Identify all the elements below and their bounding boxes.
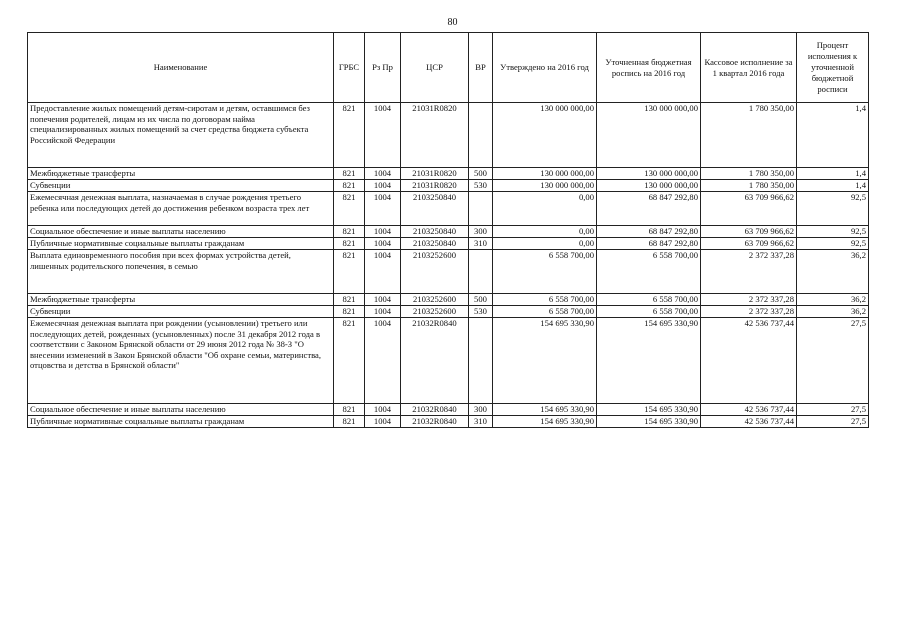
cell-grbs: 821 — [334, 168, 365, 180]
cell-refined: 130 000 000,00 — [597, 168, 701, 180]
cell-refined: 6 558 700,00 — [597, 294, 701, 306]
cell-name: Публичные нормативные социальные выплаты гражданам — [28, 238, 334, 250]
cell-vr: 530 — [469, 306, 493, 318]
cell-name: Ежемесячная денежная выплата, назначаемая в случае рождения третьего ребенка или последующих детей до достижения ребенком возраста трех лет — [28, 192, 334, 226]
table-row — [28, 318, 869, 404]
cell-percent: 92,5 — [797, 238, 869, 250]
cell-approved: 6 558 700,00 — [493, 294, 597, 306]
table-row — [28, 416, 869, 428]
cell-csr: 2103250840 — [401, 226, 469, 238]
cell-csr: 2103252600 — [401, 306, 469, 318]
cell-grbs: 821 — [334, 306, 365, 318]
cell-refined: 130 000 000,00 — [597, 103, 701, 168]
table-row — [28, 404, 869, 416]
cell-grbs: 821 — [334, 404, 365, 416]
cell-cash: 1 780 350,00 — [701, 103, 797, 168]
cell-cash: 42 536 737,44 — [701, 318, 797, 404]
cell-grbs: 821 — [334, 192, 365, 226]
cell-csr: 2103250840 — [401, 238, 469, 250]
cell-refined: 6 558 700,00 — [597, 306, 701, 318]
cell-approved: 154 695 330,90 — [493, 416, 597, 428]
cell-refined: 130 000 000,00 — [597, 180, 701, 192]
cell-grbs: 821 — [334, 180, 365, 192]
cell-approved: 130 000 000,00 — [493, 168, 597, 180]
cell-vr — [469, 192, 493, 226]
cell-cash: 63 709 966,62 — [701, 238, 797, 250]
cell-refined: 68 847 292,80 — [597, 238, 701, 250]
cell-refined: 68 847 292,80 — [597, 226, 701, 238]
cell-approved: 154 695 330,90 — [493, 318, 597, 404]
cell-rzpr: 1004 — [365, 192, 401, 226]
cell-vr: 300 — [469, 404, 493, 416]
cell-rzpr: 1004 — [365, 180, 401, 192]
header-rzpr: Рз Пр — [365, 33, 401, 103]
cell-cash: 2 372 337,28 — [701, 294, 797, 306]
table-row — [28, 168, 869, 180]
cell-name: Ежемесячная денежная выплата при рождении (усыновлении) третьего или последующих детей, рожденных (усыновленных) после 31 декабря 2012 года в соответствии с Законом Брянской области от 29 июня 2012 года № 38-З "О внесении изменений в Закон Брянской области "Об охране семьи, материнства, отцовства и детства в Брянской области" — [28, 318, 334, 404]
header-cash: Кассовое исполнение за 1 квартал 2016 года — [701, 33, 797, 103]
cell-cash: 2 372 337,28 — [701, 250, 797, 294]
cell-percent: 27,5 — [797, 404, 869, 416]
table-row — [28, 238, 869, 250]
cell-csr: 21031R0820 — [401, 103, 469, 168]
table-row — [28, 103, 869, 168]
header-csr: ЦСР — [401, 33, 469, 103]
cell-vr: 310 — [469, 416, 493, 428]
cell-percent: 27,5 — [797, 318, 869, 404]
cell-rzpr: 1004 — [365, 168, 401, 180]
cell-csr: 2103252600 — [401, 294, 469, 306]
cell-approved: 130 000 000,00 — [493, 103, 597, 168]
header-grbs: ГРБС — [334, 33, 365, 103]
cell-csr: 2103250840 — [401, 192, 469, 226]
cell-name: Социальное обеспечение и иные выплаты населению — [28, 226, 334, 238]
cell-vr: 530 — [469, 180, 493, 192]
cell-name: Субвенции — [28, 180, 334, 192]
table-row — [28, 192, 869, 226]
table-row — [28, 226, 869, 238]
cell-rzpr: 1004 — [365, 226, 401, 238]
cell-rzpr: 1004 — [365, 416, 401, 428]
cell-percent: 36,2 — [797, 294, 869, 306]
header-approved: Утверждено на 2016 год — [493, 33, 597, 103]
cell-percent: 27,5 — [797, 416, 869, 428]
cell-approved: 0,00 — [493, 238, 597, 250]
page-number: 80 — [447, 17, 458, 28]
table-row — [28, 180, 869, 192]
cell-cash: 1 780 350,00 — [701, 168, 797, 180]
cell-grbs: 821 — [334, 250, 365, 294]
cell-approved: 6 558 700,00 — [493, 306, 597, 318]
cell-rzpr: 1004 — [365, 103, 401, 168]
cell-name: Субвенции — [28, 306, 334, 318]
cell-refined: 154 695 330,90 — [597, 318, 701, 404]
cell-rzpr: 1004 — [365, 250, 401, 294]
cell-percent: 92,5 — [797, 192, 869, 226]
budget-table — [27, 32, 869, 428]
cell-percent: 1,4 — [797, 103, 869, 168]
header-name: Наименование — [28, 33, 334, 103]
cell-vr — [469, 250, 493, 294]
cell-cash: 63 709 966,62 — [701, 192, 797, 226]
cell-vr — [469, 103, 493, 168]
cell-vr: 500 — [469, 294, 493, 306]
table-row — [28, 294, 869, 306]
cell-approved: 154 695 330,90 — [493, 404, 597, 416]
cell-csr: 21031R0820 — [401, 168, 469, 180]
cell-percent: 36,2 — [797, 250, 869, 294]
cell-name: Социальное обеспечение и иные выплаты населению — [28, 404, 334, 416]
cell-name: Предоставление жилых помещений детям-сиротам и детям, оставшимся без попечения родителей, лицам из их числа по договорам найма специализированных жилых помещений за счет средства бюджета субъекта Российской Федерации — [28, 103, 334, 168]
cell-percent: 36,2 — [797, 306, 869, 318]
cell-approved: 6 558 700,00 — [493, 250, 597, 294]
table-body — [28, 103, 869, 428]
cell-csr: 21031R0820 — [401, 180, 469, 192]
cell-rzpr: 1004 — [365, 404, 401, 416]
cell-refined: 154 695 330,90 — [597, 404, 701, 416]
cell-percent: 1,4 — [797, 180, 869, 192]
cell-grbs: 821 — [334, 226, 365, 238]
cell-vr — [469, 318, 493, 404]
cell-grbs: 821 — [334, 238, 365, 250]
cell-approved: 0,00 — [493, 192, 597, 226]
cell-grbs: 821 — [334, 103, 365, 168]
cell-vr: 300 — [469, 226, 493, 238]
cell-approved: 130 000 000,00 — [493, 180, 597, 192]
table-row — [28, 306, 869, 318]
cell-rzpr: 1004 — [365, 294, 401, 306]
cell-percent: 1,4 — [797, 168, 869, 180]
cell-cash: 63 709 966,62 — [701, 226, 797, 238]
cell-name: Выплата единовременного пособия при всех формах устройства детей, лишенных родительского попечения, в семью — [28, 250, 334, 294]
cell-name: Публичные нормативные социальные выплаты гражданам — [28, 416, 334, 428]
cell-approved: 0,00 — [493, 226, 597, 238]
cell-percent: 92,5 — [797, 226, 869, 238]
cell-grbs: 821 — [334, 318, 365, 404]
cell-csr: 21032R0840 — [401, 318, 469, 404]
cell-name: Межбюджетные трансферты — [28, 168, 334, 180]
cell-refined: 6 558 700,00 — [597, 250, 701, 294]
header-refined: Уточненная бюджетная роспись на 2016 год — [597, 33, 701, 103]
cell-cash: 42 536 737,44 — [701, 404, 797, 416]
cell-csr: 21032R0840 — [401, 416, 469, 428]
cell-vr: 500 — [469, 168, 493, 180]
table-header-row — [28, 33, 869, 103]
cell-refined: 154 695 330,90 — [597, 416, 701, 428]
cell-rzpr: 1004 — [365, 318, 401, 404]
cell-vr: 310 — [469, 238, 493, 250]
cell-name: Межбюджетные трансферты — [28, 294, 334, 306]
cell-cash: 2 372 337,28 — [701, 306, 797, 318]
cell-refined: 68 847 292,80 — [597, 192, 701, 226]
cell-csr: 21032R0840 — [401, 404, 469, 416]
cell-rzpr: 1004 — [365, 238, 401, 250]
cell-cash: 1 780 350,00 — [701, 180, 797, 192]
header-vr: ВР — [469, 33, 493, 103]
header-percent: Процент исполнения к уточненной бюджетной росписи — [797, 33, 869, 103]
cell-rzpr: 1004 — [365, 306, 401, 318]
cell-grbs: 821 — [334, 416, 365, 428]
cell-grbs: 821 — [334, 294, 365, 306]
cell-cash: 42 536 737,44 — [701, 416, 797, 428]
cell-csr: 2103252600 — [401, 250, 469, 294]
table-row — [28, 250, 869, 294]
